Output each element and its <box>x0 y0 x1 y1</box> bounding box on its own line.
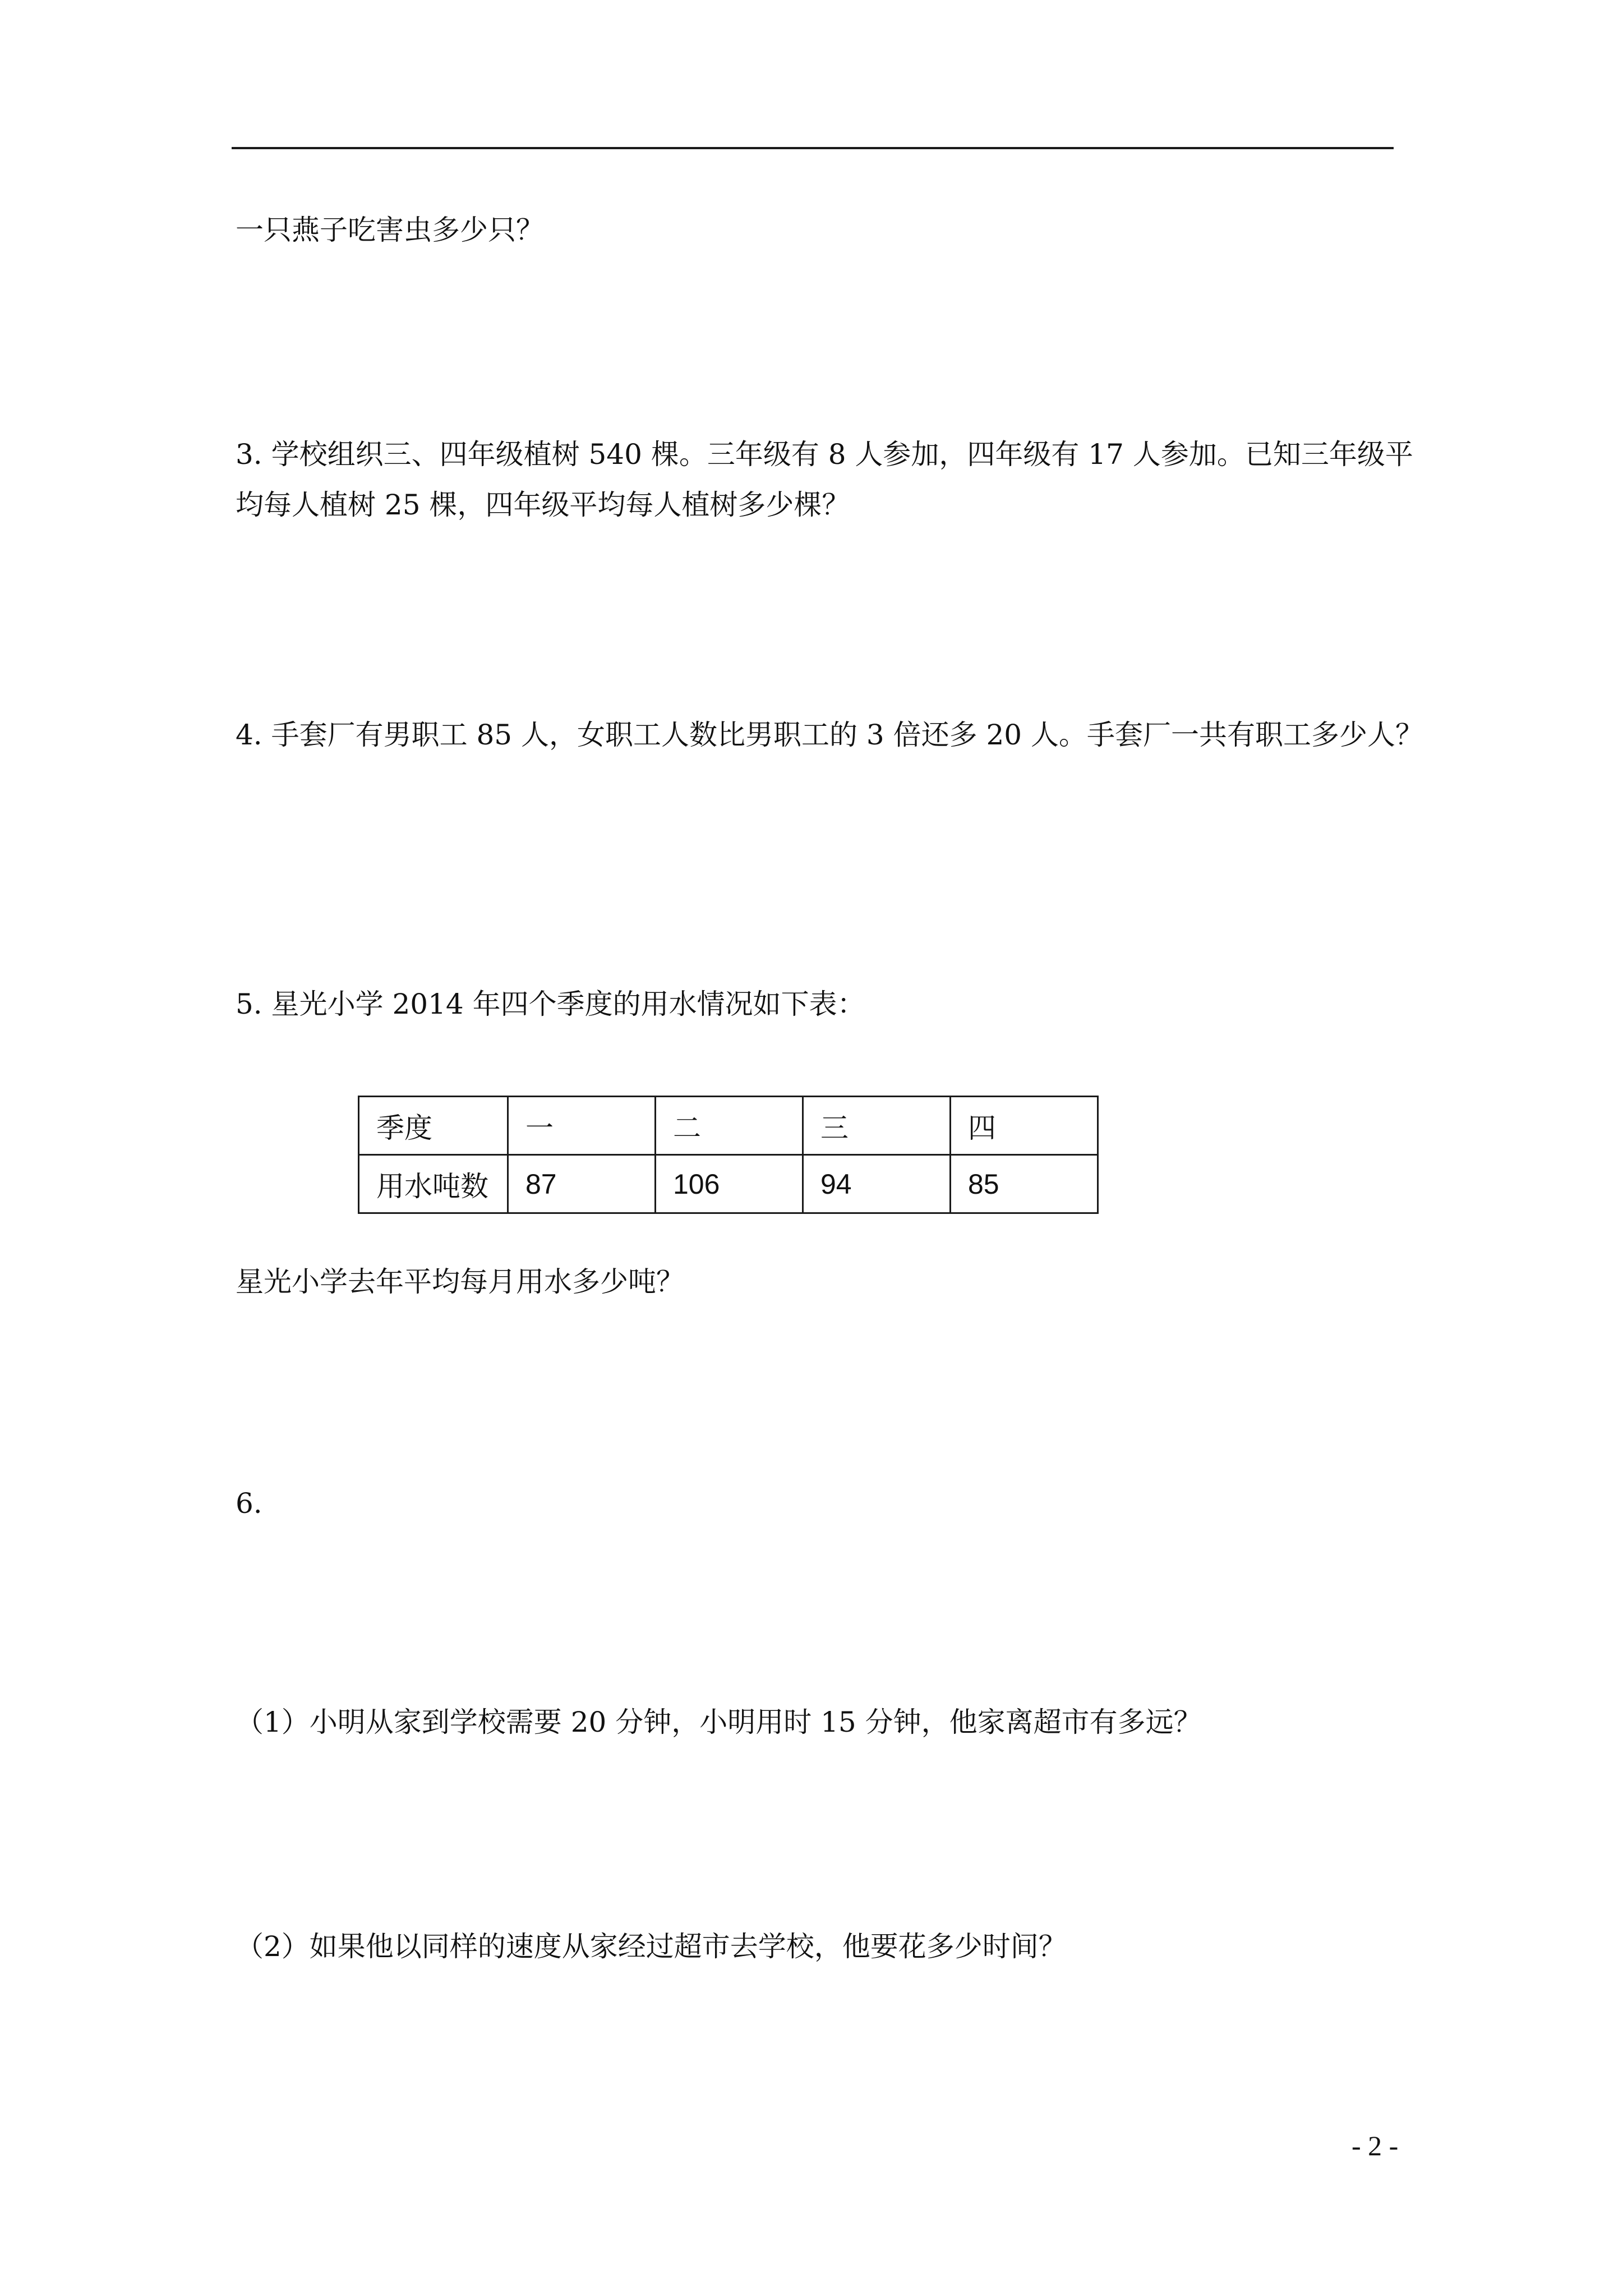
table-cell: 四 <box>951 1097 1098 1155</box>
table-cell: 用水吨数 <box>359 1155 508 1213</box>
question-3-line-1: 3. 学校组织三、四年级植树 540 棵。三年级有 8 人参加，四年级有 17 人参加。已知三年级平 <box>236 438 1413 471</box>
header-rule <box>232 147 1394 149</box>
question-6-part-1: （1）小明从家到学校需要 20 分钟，小明用时 15 分钟，他家离超市有多远？ <box>236 1706 1202 1738</box>
question-5-question: 星光小学去年平均每月用水多少吨？ <box>236 1266 684 1298</box>
table-cell: 85 <box>951 1155 1098 1213</box>
question-4: 4. 手套厂有男职工 85 人，女职工人数比男职工的 3 倍还多 20 人。手套厂一共有职工多少人？ <box>236 719 1424 751</box>
table-cell: 87 <box>508 1155 656 1213</box>
question-5-intro: 5. 星光小学 2014 年四个季度的用水情况如下表： <box>236 988 865 1020</box>
table-cell: 106 <box>656 1155 803 1213</box>
page-number: - 2 - <box>1352 2130 1399 2161</box>
table-cell: 二 <box>656 1097 803 1155</box>
table-row <box>359 1097 1098 1155</box>
table-cell: 季度 <box>359 1097 508 1155</box>
table-cell: 一 <box>508 1097 656 1155</box>
table-cell: 三 <box>803 1097 951 1155</box>
water-usage-table <box>358 1096 1099 1214</box>
table-cell: 94 <box>803 1155 951 1213</box>
question-6-part-2: （2）如果他以同样的速度从家经过超市去学校，他要花多少时间？ <box>236 1930 1067 1963</box>
question-6-label: 6. <box>236 1487 262 1520</box>
question-2-continuation: 一只燕子吃害虫多少只？ <box>236 214 544 246</box>
table-row <box>359 1155 1098 1213</box>
question-3-line-2: 均每人植树 25 棵，四年级平均每人植树多少棵？ <box>236 489 850 521</box>
